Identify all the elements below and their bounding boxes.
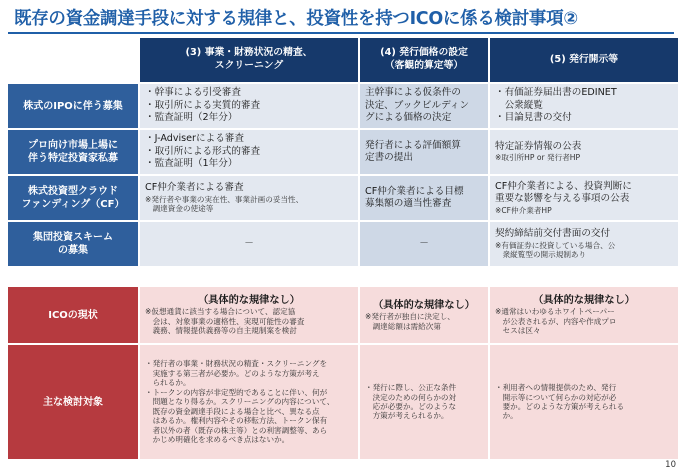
row-header-collective-scheme bbox=[8, 222, 138, 266]
cell-pro-pricing bbox=[360, 130, 488, 174]
cell-cis-pricing bbox=[360, 222, 488, 266]
cell-note: られるか。 bbox=[145, 378, 191, 388]
cell-line: ・取引所による形式的審査 bbox=[145, 145, 261, 157]
cell-line: 重要な影響を与える事項の公表 bbox=[495, 193, 630, 205]
cell-line: ・監査証明（2年分） bbox=[145, 112, 238, 124]
column-header-screening bbox=[140, 38, 358, 82]
title-underline bbox=[8, 32, 674, 34]
cell-ipo-pricing bbox=[360, 84, 488, 128]
column-header-disclosure bbox=[490, 38, 678, 82]
table-row-ico-status bbox=[8, 287, 678, 343]
cell-note: ※通常はいわゆるホワイトペーパー bbox=[495, 307, 615, 317]
cell-review-disclosure bbox=[490, 345, 678, 459]
cell-note: 方策が考えられるか。 bbox=[365, 411, 449, 421]
existing-regulation-table bbox=[6, 36, 680, 268]
cell-line: ・監査証明（1年分） bbox=[145, 158, 238, 170]
cell-line: 発行者による評価額算 bbox=[365, 139, 461, 151]
column-header-label: (5) 発行開示等 bbox=[549, 53, 619, 65]
cell-note: 既存の資金調達手段による場合と比べ、異なる点 bbox=[145, 406, 320, 416]
cell-line: CF仲介業者による審査 bbox=[145, 182, 244, 194]
row-header-label: 株式投資型クラウド ファンディング（CF） bbox=[21, 186, 125, 210]
cell-note: 調達資金の使途等 bbox=[145, 204, 214, 214]
cell-cis-screening bbox=[140, 222, 358, 266]
cell-note: か。 bbox=[495, 411, 518, 421]
cell-note: ・利用者への情報提供のため、発行 bbox=[495, 383, 617, 393]
row-header-label: 主な検討対象 bbox=[43, 396, 103, 408]
no-rule-heading: （具体的な規律なし） bbox=[198, 295, 300, 307]
column-header-pricing bbox=[360, 38, 488, 82]
cell-line: 定書の提出 bbox=[365, 152, 413, 163]
cell-line: CF仲介業者による目標 bbox=[365, 185, 464, 197]
cell-ipo-disclosure bbox=[490, 84, 678, 128]
cell-cf-screening bbox=[140, 176, 358, 220]
cell-note: セスは区々 bbox=[495, 326, 541, 336]
cell-line: 公衆縦覧 bbox=[495, 99, 543, 111]
cell-line: 募集額の適当性審査 bbox=[365, 198, 452, 209]
cell-ico-pricing bbox=[360, 287, 488, 343]
cell-line: グによる価格の決定 bbox=[365, 112, 452, 124]
cell-line: － bbox=[244, 237, 254, 249]
cell-note: ※CF仲介業者HP bbox=[495, 205, 552, 215]
cell-note: 開示等について何らかの対応が必 bbox=[495, 392, 617, 402]
cell-review-screening bbox=[140, 345, 358, 459]
cell-note: 者以外の者（既存の株主等）との利害調整等、あら bbox=[145, 425, 328, 435]
cell-note: 応が必要か。どのような bbox=[365, 402, 457, 411]
cell-note: 問題となり得るか。スクリーニングの内容について、 bbox=[145, 397, 335, 407]
cell-ico-disclosure bbox=[490, 287, 678, 343]
cell-line: 特定証券情報の公表 bbox=[495, 141, 582, 153]
cell-line: ・J-Adviserによる審査 bbox=[145, 133, 244, 145]
cell-note: ※取引所HP or 発行者HP bbox=[495, 153, 581, 163]
cell-note: 義務、情報提供義務等の自主規制案を検討 bbox=[145, 326, 297, 336]
row-header-review-items bbox=[8, 345, 138, 459]
no-rule-heading: （具体的な規律なし） bbox=[533, 295, 635, 307]
cell-ipo-screening bbox=[140, 84, 358, 128]
cell-note: かじめ明確化を求めるべき点はないか。 bbox=[145, 435, 290, 445]
row-header-ipo bbox=[8, 84, 138, 128]
cell-line: ・有価証券届出書のEDINET bbox=[495, 87, 617, 99]
column-header-label: (4) 発行価格の設定 （客観的算定等） bbox=[380, 47, 468, 71]
table-row-crowdfunding bbox=[8, 176, 678, 220]
cell-note: 調達総額は需給次第 bbox=[365, 321, 441, 331]
ico-review-table bbox=[6, 285, 680, 461]
row-header-label: 株式のIPOに伴う募集 bbox=[23, 100, 123, 112]
cell-cis-disclosure bbox=[490, 222, 678, 266]
cell-line: 主幹事による仮条件の bbox=[365, 87, 461, 99]
cell-line: ・取引所による実質的審査 bbox=[145, 99, 261, 111]
row-header-crowdfunding bbox=[8, 176, 138, 220]
cell-line: ・幹事による引受審査 bbox=[145, 87, 241, 99]
row-header-label: 集団投資スキーム の募集 bbox=[33, 232, 113, 256]
table-row-collective-scheme bbox=[8, 222, 678, 266]
cell-note: 衆縦覧型の開示規制あり bbox=[495, 250, 587, 260]
cell-line: － bbox=[419, 237, 429, 249]
cell-note: 実施する第三者が必要か。どのような方策が考え bbox=[145, 368, 320, 378]
cell-note: ※発行者が独自に決定し、 bbox=[365, 312, 455, 322]
cell-review-pricing bbox=[360, 345, 488, 459]
row-header-ico-status bbox=[8, 287, 138, 343]
page-number: 10 bbox=[665, 460, 676, 470]
page-title: 既存の資金調達手段に対する規律と、投資性を持つICOに係る検討事項② bbox=[14, 9, 578, 29]
row-header-pro-market bbox=[8, 130, 138, 174]
table-row-review-items bbox=[8, 345, 678, 459]
cell-cf-disclosure bbox=[490, 176, 678, 220]
cell-cf-pricing bbox=[360, 176, 488, 220]
cell-ico-screening bbox=[140, 287, 358, 343]
table-corner bbox=[8, 38, 138, 82]
cell-note: ※発行者や事業の実在性、事業計画の妥当性、 bbox=[145, 194, 304, 204]
cell-pro-screening bbox=[140, 130, 358, 174]
cell-line: ・目論見書の交付 bbox=[495, 112, 572, 124]
cell-line: CF仲介業者による、投資判断に bbox=[495, 180, 632, 192]
cell-note: 会は、対象事業の適格性、実現可能性の審査 bbox=[145, 316, 305, 326]
table-row-pro-market bbox=[8, 130, 678, 174]
cell-line: 契約締結前交付書面の交付 bbox=[495, 228, 611, 240]
cell-pro-disclosure bbox=[490, 130, 678, 174]
cell-note: が公表されるが、内容や作成プロ bbox=[495, 316, 617, 326]
cell-note: ・発行に際し、公正な条件 bbox=[365, 383, 457, 393]
cell-note: 要か。どのような方策が考えられる bbox=[495, 402, 625, 411]
no-rule-heading: （具体的な規律なし） bbox=[373, 299, 475, 311]
cell-note: ・トークンの内容が非定型的であることに伴い、何が bbox=[145, 387, 328, 397]
row-header-label: ICOの現状 bbox=[48, 309, 98, 321]
cell-line: 決定、ブックビルディン bbox=[365, 99, 470, 111]
row-header-label: プロ向け市場上場に 伴う特定投資家私募 bbox=[28, 140, 118, 164]
cell-note: ※有価証券に投資している場合、公 bbox=[495, 240, 616, 250]
column-header-label: (3) 事業・財務状況の精査、 スクリーニング bbox=[185, 47, 313, 71]
cell-note: ・発行者の事業・財務状況の精査・スクリーニングを bbox=[145, 359, 328, 369]
cell-note: ※仮想通貨に該当する場合について、認定協 bbox=[145, 307, 296, 317]
cell-note: 決定のための何らかの対 bbox=[365, 392, 457, 402]
table-row-ipo bbox=[8, 84, 678, 128]
cell-note: はあるか。権利内容やその移転方法、トークン保有 bbox=[145, 416, 328, 426]
